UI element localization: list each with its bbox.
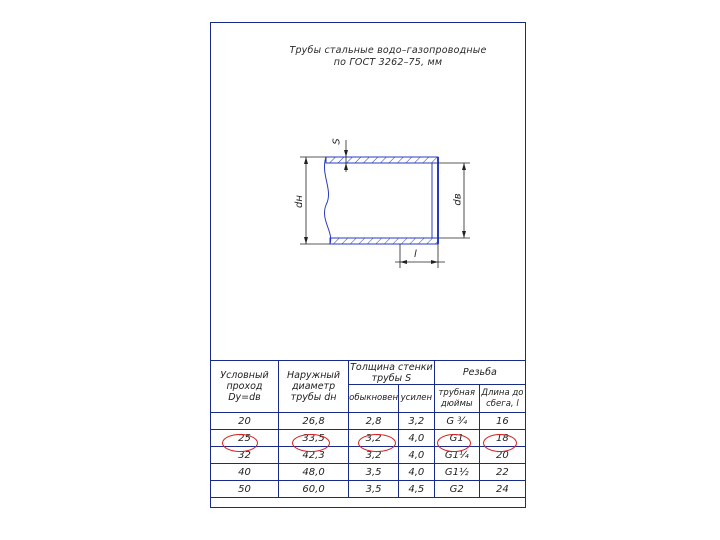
highlight-ring-thickness xyxy=(358,434,396,452)
header-nominal-bore: Условный проход Dу=dв xyxy=(211,361,279,413)
highlight-ring-bore xyxy=(222,434,258,452)
header-wall-thickness: Толщина стенки трубы S xyxy=(350,361,433,384)
header-wall-reinforced: усилен xyxy=(399,385,435,413)
header-thread-inches: трубная дюймы xyxy=(434,385,479,413)
pipe-top-wall xyxy=(326,157,438,163)
pipe-break-line xyxy=(324,157,330,244)
table-row: 20 26,8 2,8 3,2 G ¾ 16 xyxy=(211,413,526,430)
header-wall-ordinary: обыкновен xyxy=(349,385,399,413)
table-row: 40 48,0 3,5 4,0 G1½ 22 xyxy=(211,464,526,481)
label-dh: dн xyxy=(293,195,305,208)
highlight-ring-length xyxy=(483,434,517,452)
pipe-bottom-wall xyxy=(330,238,438,244)
highlight-ring-diameter xyxy=(292,434,330,452)
label-l: l xyxy=(414,249,417,260)
header-thread: Резьба xyxy=(434,361,525,385)
label-dv: dв xyxy=(452,193,464,206)
pipe-spec-table xyxy=(210,360,526,498)
drawing-title-line1: Трубы стальные водо–газопроводные xyxy=(289,45,487,56)
header-outer-diameter: Наружный диаметр трубы dн xyxy=(278,361,348,413)
label-s: S xyxy=(331,138,343,145)
table-row: 32 42,3 3,2 4,0 G1¼ 20 xyxy=(211,447,526,464)
header-thread-length: Длина до сбега, l xyxy=(479,385,525,413)
drawing-title-line2: по ГОСТ 3262–75, мм xyxy=(333,57,443,68)
table-row: 25 33,5 3,2 4,0 G1 18 xyxy=(211,430,526,447)
highlight-ring-thread xyxy=(437,434,471,452)
table-row: 50 60,0 3,5 4,5 G2 24 xyxy=(211,481,526,498)
